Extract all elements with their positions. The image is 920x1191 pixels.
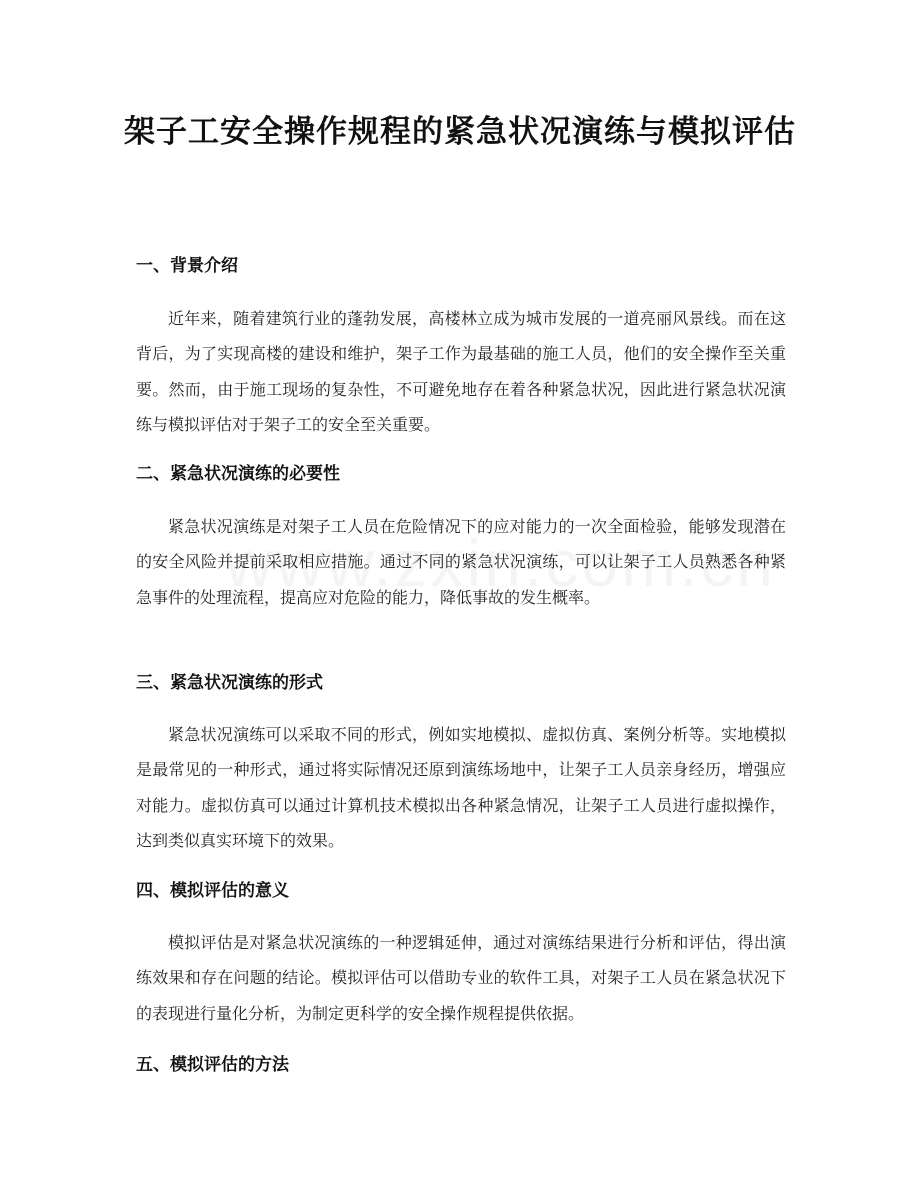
- section-heading-4: 四、模拟评估的意义: [136, 881, 289, 901]
- section-paragraph-2: 紧急状况演练是对架子工人员在危险情况下的应对能力的一次全面检验，能够发现潜在的安全风险并提前采取相应措施。通过不同的紧急状况演练，可以让架子工人员熟悉各种紧急事件的处理流程，提高应对危险的能力，降低事故的发生概率。: [136, 517, 786, 607]
- section-heading-2: 二、紧急状况演练的必要性: [136, 464, 340, 484]
- section-paragraph-4: 模拟评估是对紧急状况演练的一种逻辑延伸，通过对演练结果进行分析和评估，得出演练效果和存在问题的结论。模拟评估可以借助专业的软件工具，对架子工人员在紧急状况下的表现进行量化分析，为制定更科学的安全操作规程提供依据。: [136, 933, 786, 1023]
- section-heading-5: 五、模拟评估的方法: [136, 1055, 289, 1075]
- section-paragraph-3: 紧急状况演练可以采取不同的形式，例如实地模拟、虚拟仿真、案例分析等。实地模拟是最常见的一种形式，通过将实际情况还原到演练场地中，让架子工人员亲身经历，增强应对能力。虚拟仿真可以通过计算机技术模拟出各种紧急情况，让架子工人员进行虚拟操作，达到类似真实环境下的效果。: [136, 725, 786, 851]
- section-paragraph-1: 近年来，随着建筑行业的蓬勃发展，高楼林立成为城市发展的一道亮丽风景线。而在这背后，为了实现高楼的建设和维护，架子工作为最基础的施工人员，他们的安全操作至关重要。然而，由于施工现场的复杂性，不可避免地存在着各种紧急状况，因此进行紧急状况演练与模拟评估对于架子工的安全至关重要。: [136, 309, 786, 435]
- document-title: 架子工安全操作规程的紧急状况演练与模拟评估: [124, 114, 796, 150]
- section-heading-1: 一、背景介绍: [136, 256, 238, 276]
- section-heading-3: 三、紧急状况演练的形式: [136, 673, 323, 693]
